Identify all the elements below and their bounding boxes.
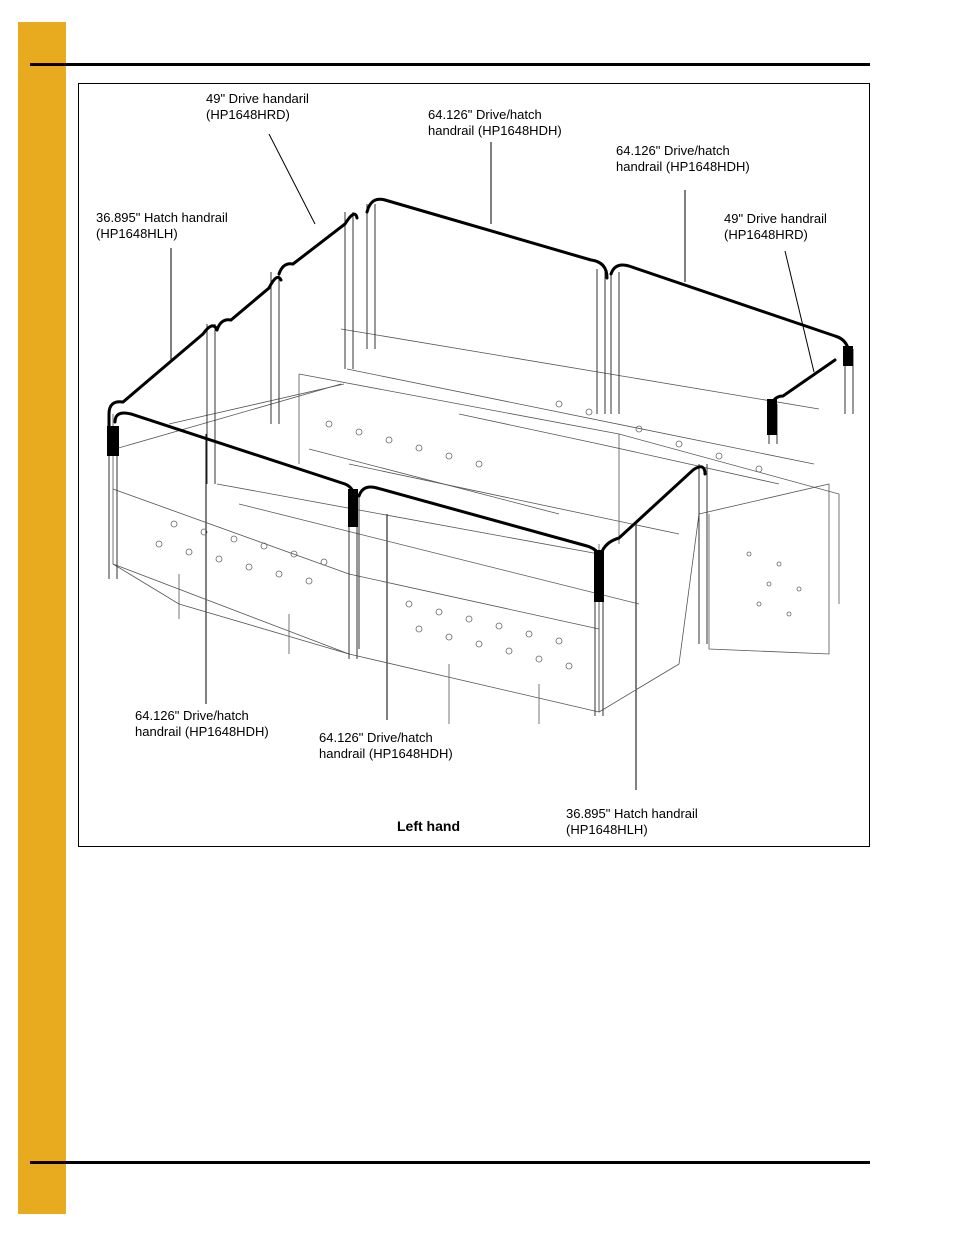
callout-hatch-handrail-bottom: 36.895" Hatch handrail (HP1648HLH): [566, 806, 698, 837]
rail-brackets: [107, 346, 853, 602]
callout-drive-hatch-handrail-1: 64.126" Drive/hatch handrail (HP1648HDH): [428, 107, 562, 138]
frame-structure: [113, 329, 839, 724]
callout-drive-handrail-top: 49" Drive handaril (HP1648HRD): [206, 91, 309, 122]
figure-caption: Left hand: [397, 818, 460, 834]
callout-drive-hatch-handrail-4: 64.126" Drive/hatch handrail (HP1648HDH): [319, 730, 453, 761]
callout-drive-handrail-right: 49" Drive handrail (HP1648HRD): [724, 211, 827, 242]
footer-rule: [30, 1161, 870, 1164]
header-rule: [30, 63, 870, 66]
side-color-band: [18, 22, 66, 1214]
callout-hatch-handrail-left: 36.895" Hatch handrail (HP1648HLH): [96, 210, 228, 241]
callout-drive-hatch-handrail-3: 64.126" Drive/hatch handrail (HP1648HDH): [135, 708, 269, 739]
handrails: [109, 199, 849, 564]
deck-holes: [156, 401, 801, 669]
callout-drive-hatch-handrail-2: 64.126" Drive/hatch handrail (HP1648HDH): [616, 143, 750, 174]
handrail-posts: [109, 204, 853, 716]
platform-handrail-figure: [78, 83, 870, 847]
